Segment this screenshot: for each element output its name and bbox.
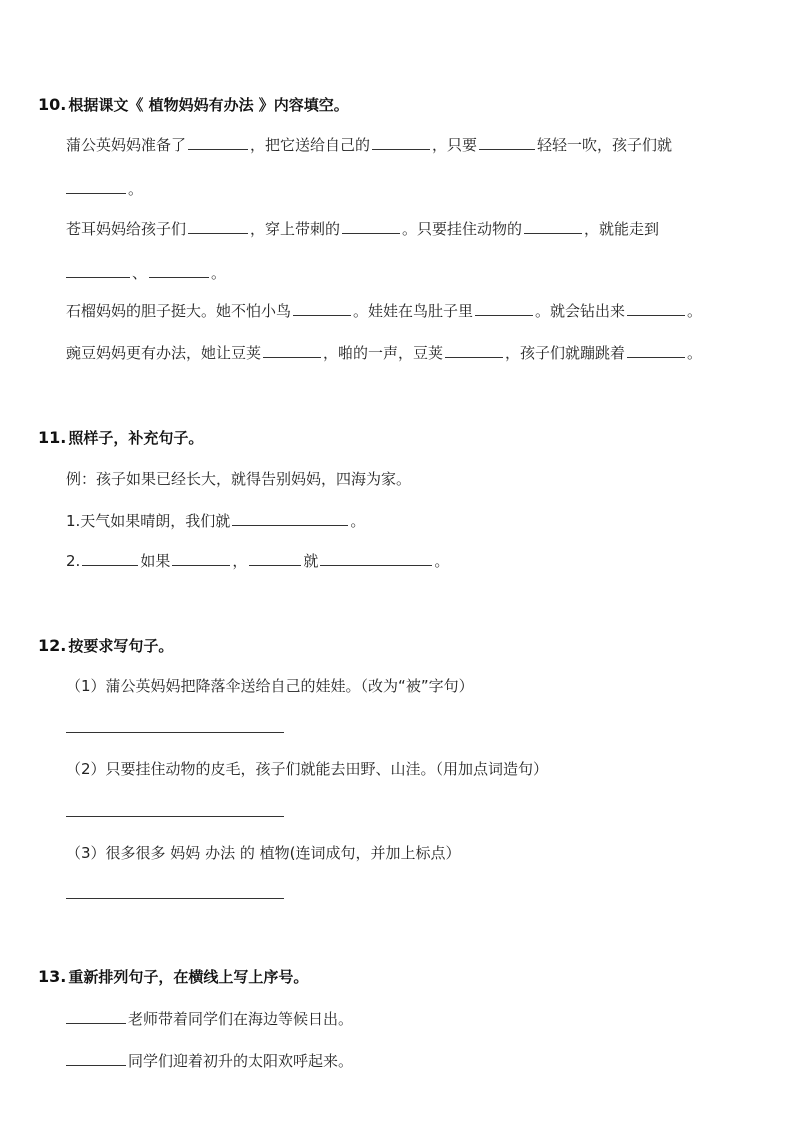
text-segment: ， [232, 552, 248, 570]
question-number: 11. [38, 428, 67, 447]
fill-blank[interactable] [66, 1064, 126, 1066]
question-text: 重新排列句子，在横线上写上序号。 [68, 968, 309, 986]
text-segment: ，只要 [432, 136, 478, 154]
q12-item-3: （3）很多很多 妈妈 办法 的 植物(连词成句，并加上标点） [66, 844, 461, 862]
fill-blank[interactable] [232, 524, 348, 526]
question-text: 根据课文《 植物妈妈有办法 》内容填空。 [68, 96, 349, 114]
question-13-title [38, 966, 308, 987]
fill-blank[interactable] [82, 564, 138, 566]
text-segment: 。就会钻出来 [535, 302, 626, 320]
q10-line-6 [66, 342, 702, 363]
text-segment: 石榴妈妈的胆子挺大。她不怕小鸟 [66, 302, 292, 320]
fill-blank[interactable] [320, 564, 432, 566]
text-segment: 、 [132, 264, 148, 282]
fill-blank[interactable] [263, 356, 321, 358]
q10-line-5 [66, 300, 702, 321]
fill-blank[interactable] [524, 232, 582, 234]
text-segment: 苍耳妈妈给孩子们 [66, 220, 187, 238]
text-segment: 同学们迎着初升的太阳欢呼起来。 [128, 1052, 354, 1070]
question-12-title [38, 635, 173, 656]
fill-blank[interactable] [342, 232, 400, 234]
fill-blank[interactable] [445, 356, 503, 358]
text-segment: 蒲公英妈妈准备了 [66, 136, 187, 154]
q10-line-2 [66, 178, 143, 199]
fill-blank[interactable] [475, 314, 533, 316]
text-segment: 。 [687, 344, 703, 362]
text-segment: 老师带着同学们在海边等候日出。 [128, 1010, 354, 1028]
answer-line[interactable] [66, 898, 284, 899]
question-text: 按要求写句子。 [68, 637, 174, 655]
text-segment: 。 [434, 552, 450, 570]
q12-item-2: （2）只要挂住动物的皮毛，孩子们就能去田野、山洼。（用加点词造句） [66, 760, 549, 778]
text-segment: ，把它送给自己的 [250, 136, 371, 154]
q13-item-1 [66, 1008, 353, 1029]
question-number: 12. [38, 636, 67, 655]
fill-blank[interactable] [627, 314, 685, 316]
text-segment: 轻轻一吹，孩子们就 [537, 136, 673, 154]
text-segment: 。只要挂住动物的 [402, 220, 523, 238]
fill-blank[interactable] [188, 148, 248, 150]
fill-blank[interactable] [188, 232, 248, 234]
fill-blank[interactable] [66, 276, 130, 278]
text-segment: 。 [350, 512, 366, 530]
text-segment: ，孩子们就蹦跳着 [505, 344, 626, 362]
text-segment: 2. [66, 552, 81, 570]
text-segment: ，穿上带刺的 [250, 220, 341, 238]
text-segment: ，就能走到 [584, 220, 660, 238]
q11-example: 例：孩子如果已经长大，就得告别妈妈，四海为家。 [66, 470, 412, 488]
q11-item-2 [66, 550, 449, 571]
fill-blank[interactable] [249, 564, 301, 566]
question-text: 照样子，补充句子。 [68, 429, 204, 447]
q13-item-2 [66, 1050, 353, 1071]
fill-blank[interactable] [372, 148, 430, 150]
q12-item-1: （1）蒲公英妈妈把降落伞送给自己的娃娃。（改为“被”字句） [66, 677, 474, 695]
answer-line[interactable] [66, 732, 284, 733]
fill-blank[interactable] [66, 1022, 126, 1024]
question-10-title [38, 94, 349, 115]
text-segment: 。娃娃在鸟肚子里 [353, 302, 474, 320]
fill-blank[interactable] [627, 356, 685, 358]
q11-item-1 [66, 510, 365, 531]
answer-line[interactable] [66, 816, 284, 817]
q10-line-1 [66, 134, 672, 155]
text-segment: 。 [128, 180, 144, 198]
text-segment: 豌豆妈妈更有办法，她让豆荚 [66, 344, 262, 362]
fill-blank[interactable] [172, 564, 230, 566]
fill-blank[interactable] [66, 192, 126, 194]
fill-blank[interactable] [149, 276, 209, 278]
question-number: 10. [38, 95, 67, 114]
text-segment: 1.天气如果晴朗，我们就 [66, 512, 231, 530]
text-segment: ，啪的一声，豆荚 [323, 344, 444, 362]
q10-line-4 [66, 262, 226, 283]
fill-blank[interactable] [293, 314, 351, 316]
text-segment: 就 [303, 552, 319, 570]
text-segment: 如果 [140, 552, 171, 570]
question-11-title [38, 427, 203, 448]
text-segment: 。 [211, 264, 227, 282]
text-segment: 。 [687, 302, 703, 320]
fill-blank[interactable] [479, 148, 535, 150]
question-number: 13. [38, 967, 67, 986]
q10-line-3 [66, 218, 659, 239]
